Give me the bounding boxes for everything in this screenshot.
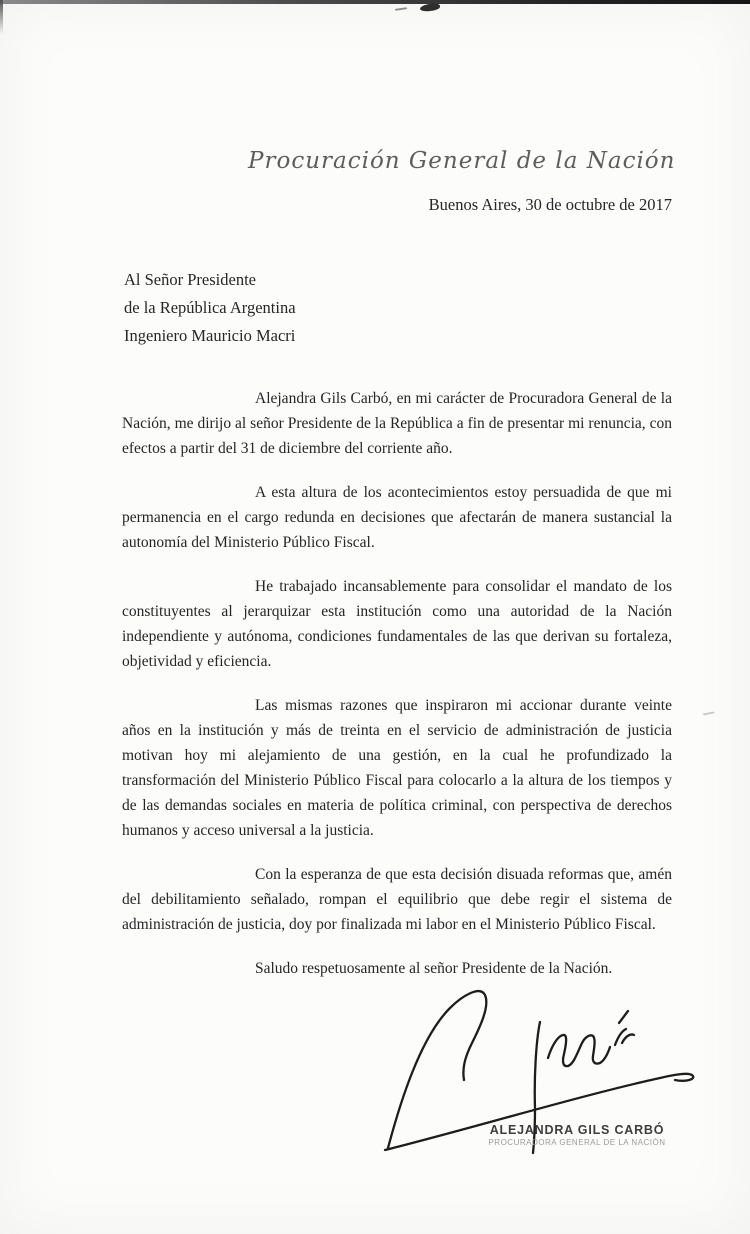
- signer-name: ALEJANDRA GILS CARBÓ: [489, 1123, 665, 1137]
- closing-line: Saludo respetuosamente al señor Presidente de la Nación.: [255, 960, 613, 977]
- paragraph-4: Las mismas razones que inspiraron mi accionar durante veinte años en la institución y más de treinta en el servicio de administración de justicia motivan hoy mi alejamiento de una gestión, en la cual he profundizado la transformación del Ministerio Público Fiscal para colocarlo a la altura de los tiempos y de las demandas sociales en materia de política criminal, con perspectiva de derechos humanos y acceso universal a la justicia.: [122, 697, 672, 839]
- recipient-line-1: Al Señor Presidente: [124, 270, 256, 289]
- scan-edge-artifact-left: [0, 0, 3, 34]
- scan-smudge-artifact: [420, 3, 441, 12]
- letterhead-title: Procuración General de la Nación: [248, 148, 676, 174]
- signature-stamp: [468, 1123, 686, 1147]
- recipient-line-3: Ingeniero Mauricio Macri: [124, 326, 296, 345]
- paragraph-1: Alejandra Gils Carbó, en mi carácter de Procuradora General de la Nación, me dirijo al señor Presidente de la República a fin de presentar mi renuncia, con efectos a partir del 31 de diciembre del corriente año.: [122, 390, 672, 457]
- scan-smudge-dash-artifact: [395, 7, 407, 11]
- date-line: Buenos Aires, 30 de octubre de 2017: [428, 195, 672, 214]
- recipient-line-2: de la República Argentina: [124, 298, 296, 317]
- paragraph-5: Con la esperanza de que esta decisión disuada reformas que, amén del debilitamiento señalado, rompan el equilibrio que debe regir el sistema de administración de justicia, doy por finalizada mi labor en el Ministerio Público Fiscal.: [122, 866, 672, 933]
- letter-body: [122, 386, 672, 981]
- paragraph-2: A esta altura de los acontecimientos estoy persuadida de que mi permanencia en el cargo redunda en decisiones que afectarán de manera sustancial la autonomía del Ministerio Público Fiscal.: [122, 484, 672, 551]
- recipient-block: [124, 266, 750, 350]
- scan-edge-artifact-top: [0, 0, 750, 4]
- scan-noise-mark: [696, 706, 715, 716]
- paragraph-3: He trabajado incansablemente para consolidar el mandato de los constituyentes al jerarquizar esta institución como una autoridad de la Nación independiente y autónoma, condiciones fundamentales de las que derivan su fortaleza, objetividad y eficiencia.: [122, 578, 672, 670]
- signer-title: PROCURADORA GENERAL DE LA NACIÓN: [488, 1138, 666, 1147]
